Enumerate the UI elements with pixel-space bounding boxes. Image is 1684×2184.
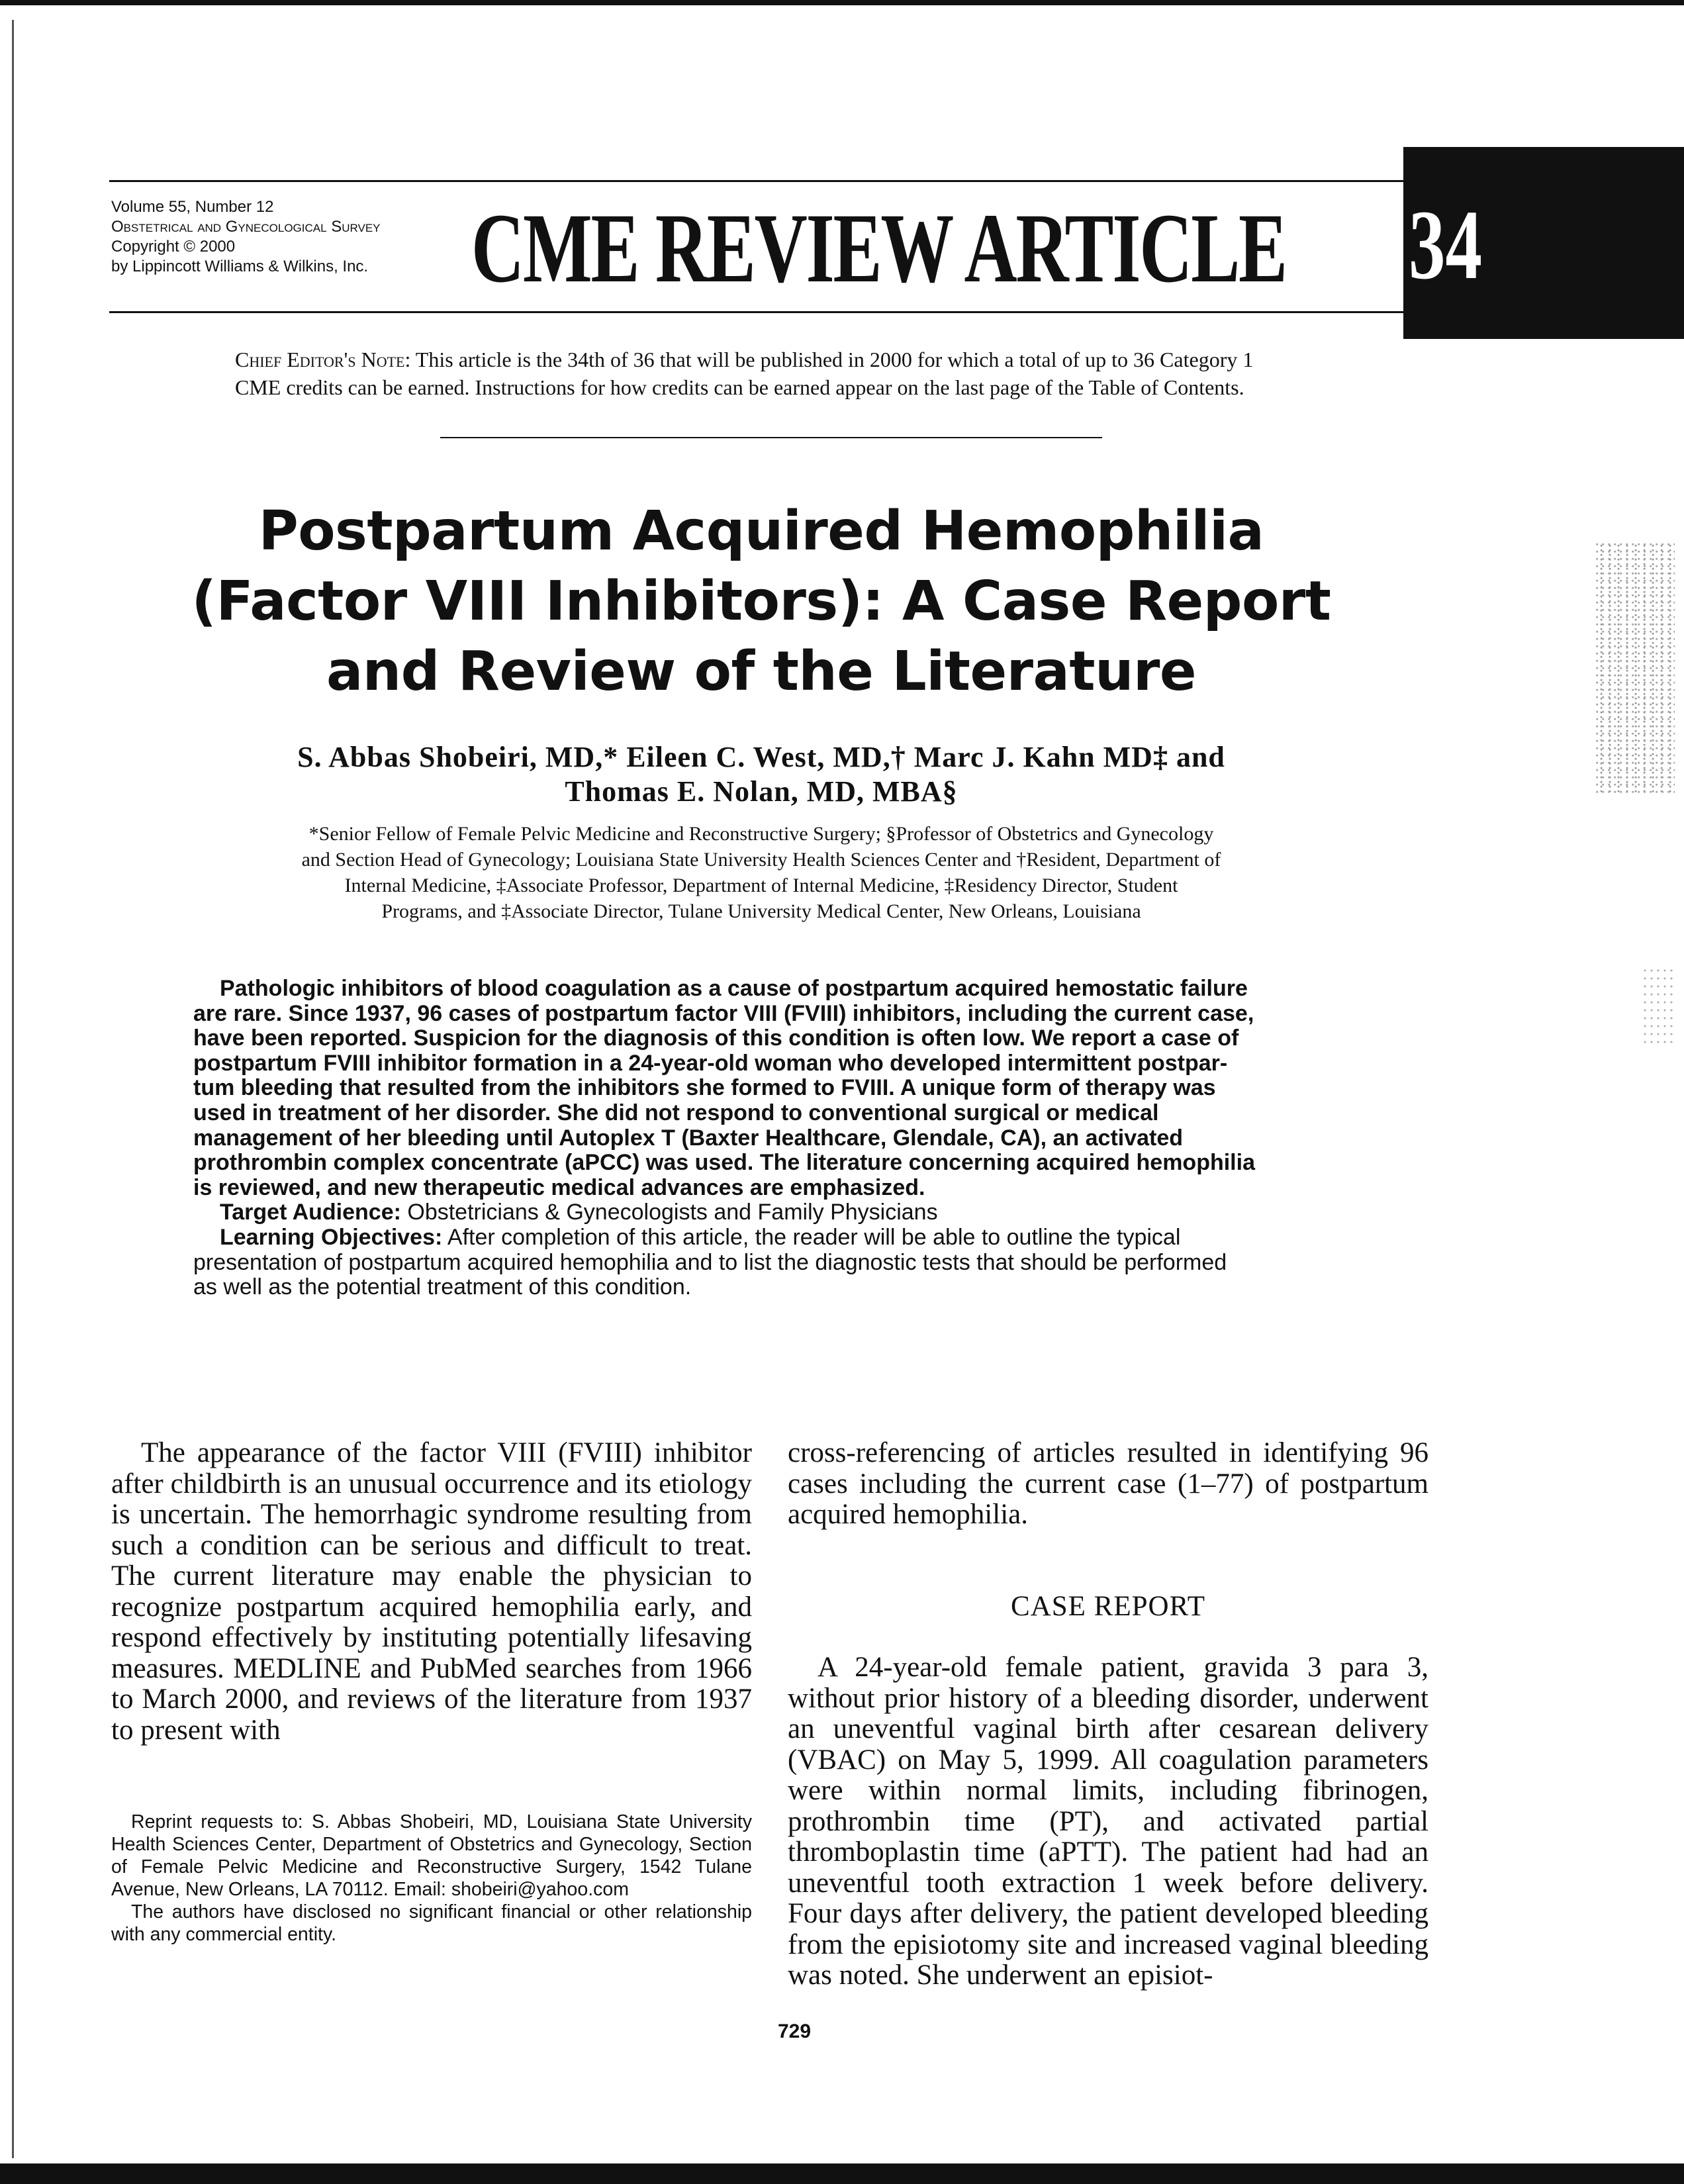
scan-noise [1642, 967, 1675, 1046]
editor-note-line1: This article is the 34th of 36 that will be published in 2000 for which a total of up to 36 Category 1 [415, 348, 1254, 371]
abstract-line: Pathologic inhibitors of blood coagulation as a cause of postpartum acquired hemostatic failure [220, 976, 1248, 1001]
reprint-note: Reprint requests to: S. Abbas Shobeiri, MD, Louisiana State University Health Sciences Center, Department of Obstetrics and Gynecology, Section of Female Pelvic Medicine and Reconstructive Surgery, 1542 Tulane Avenue, New Orleans, LA 70112. Email: shobeiri@yahoo.com [111, 1811, 752, 1900]
body-column-left [111, 1438, 752, 1746]
title-line: (Factor VIII Inhibitors): A Case Report [191, 570, 1331, 633]
title-line: Postpartum Acquired Hemophilia [258, 500, 1264, 563]
scan-edge-left [12, 20, 14, 2158]
body-paragraph: A 24-year-old female patient, gravida 3 para 3, without prior history of a bleeding disorder, underwent an uneventful vaginal birth after cesarean delivery (VBAC) on May 5, 1999. All coagulation parameters were within normal limits, including fibrinogen, prothrombin time (PT), and activated partial thromboplastin time (aPTT). The patient had had an uneventful tooth extraction 1 week before delivery. Four days after delivery, the patient developed bleeding from the episiotomy site and increased vaginal bleeding was noted. She underwent an episiot- [788, 1652, 1428, 1991]
authors-line: Thomas E. Nolan, MD, MBA§ [565, 775, 958, 808]
scan-edge-top [0, 0, 1684, 5]
divider-rule [440, 437, 1102, 438]
abstract-line: management of her bleeding until Autoplex T (Baxter Healthcare, Glendale, CA), an activated [193, 1125, 1184, 1151]
affiliation-line: Internal Medicine, ‡Associate Professor, Department of Internal Medicine, ‡Residency Director, Student [344, 875, 1178, 896]
target-audience-text: Obstetricians & Gynecologists and Family Physicians [400, 1200, 938, 1225]
journal-info [111, 197, 455, 277]
target-audience-label: Target Audience: [220, 1200, 401, 1225]
affiliation-line: Programs, and ‡Associate Director, Tulane University Medical Center, New Orleans, Louisiana [381, 900, 1141, 922]
copyright-line: Copyright © 2000 [111, 238, 236, 256]
scan-noise [1595, 543, 1675, 794]
title-line: and Review of the Literature [326, 640, 1197, 703]
authors-line: S. Abbas Shobeiri, MD,* Eileen C. West, MD,† Marc J. Kahn MD‡ and [297, 741, 1225, 773]
abstract [193, 976, 1345, 1300]
section-title: CME REVIEW ARTICLE [471, 193, 1286, 303]
learning-objectives-text: After completion of this article, the reader will be able to outline the typical [442, 1224, 1181, 1250]
learning-objectives-line: as well as the potential treatment of this condition. [193, 1274, 692, 1300]
abstract-line: have been reported. Suspicion for the diagnosis of this condition is often low. We report a case of [193, 1025, 1239, 1051]
body-paragraph: cross-referencing of articles resulted in identifying 96 cases including the current case (1–77) of postpartum acquired hemophilia. [788, 1437, 1428, 1530]
abstract-line: tum bleeding that resulted from the inhibitors she formed to FVIII. A unique form of therapy was [193, 1075, 1216, 1101]
abstract-line: is reviewed, and new therapeutic medical advances are emphasized. [193, 1174, 925, 1200]
editor-note [235, 346, 1427, 401]
section-heading-case-report: CASE REPORT [1011, 1590, 1205, 1622]
abstract-text [193, 976, 1345, 1200]
body-column-right [788, 1438, 1428, 1991]
article-number: 34 [1409, 190, 1482, 300]
article-title [132, 497, 1390, 707]
learning-objectives-label: Learning Objectives: [220, 1224, 443, 1250]
learning-objectives [193, 1225, 1345, 1251]
authors [132, 740, 1390, 809]
abstract-line: postpartum FVIII inhibitor formation in a 24-year-old woman who developed intermittent postpar- [193, 1050, 1228, 1076]
abstract-line: used in treatment of her disorder. She did not respond to conventional surgical or medical [193, 1100, 1159, 1125]
editor-note-line2: CME credits can be earned. Instructions for how credits can be earned appear on the last page of the Table of Contents. [235, 375, 1244, 399]
body-paragraph: The appearance of the factor VIII (FVIII) inhibitor after childbirth is an unusual occurrence and its etiology is uncertain. The hemorrhagic syndrome resulting from such a condition can be serious and difficult to treat. The current literature may enable the physician to recognize postpartum acquired hemophilia early, and respond effectively by instituting potentially lifesaving measures. MEDLINE and PubMed searches from 1966 to March 2000, and reviews of the literature from 1937 to present with [111, 1437, 752, 1746]
footnotes [111, 1811, 752, 1946]
scan-edge-bottom [0, 2163, 1684, 2184]
abstract-line: are rare. Since 1937, 96 cases of postpartum factor VIII (FVIII) inhibitors, including the current case, [193, 1000, 1254, 1026]
editor-note-lead: Chief Editor's Note: [235, 348, 411, 371]
page-number: 729 [777, 2020, 812, 2042]
affiliation-line: *Senior Fellow of Female Pelvic Medicine and Reconstructive Surgery; §Professor of Obstetrics and Gynecology [308, 823, 1214, 845]
target-audience [193, 1200, 1345, 1225]
volume-line: Volume 55, Number 12 [111, 198, 274, 216]
abstract-line: prothrombin complex concentrate (aPCC) was used. The literature concerning acquired hemophilia [193, 1150, 1255, 1176]
publisher-line: by Lippincott Williams & Wilkins, Inc. [111, 258, 369, 275]
affiliation-line: and Section Head of Gynecology; Louisiana State University Health Sciences Center and †Resident, Department of [301, 849, 1221, 871]
header-rule-top [109, 180, 1403, 182]
header-rule-bottom [109, 311, 1403, 313]
affiliations [132, 821, 1390, 924]
journal-name: Obstetrical and Gynecological Survey [111, 218, 381, 236]
learning-objectives-line: presentation of postpartum acquired hemophilia and to list the diagnostic tests that should be performed [193, 1249, 1227, 1275]
disclosure-note: The authors have disclosed no significant financial or other relationship with any commercial entity. [111, 1901, 752, 1945]
